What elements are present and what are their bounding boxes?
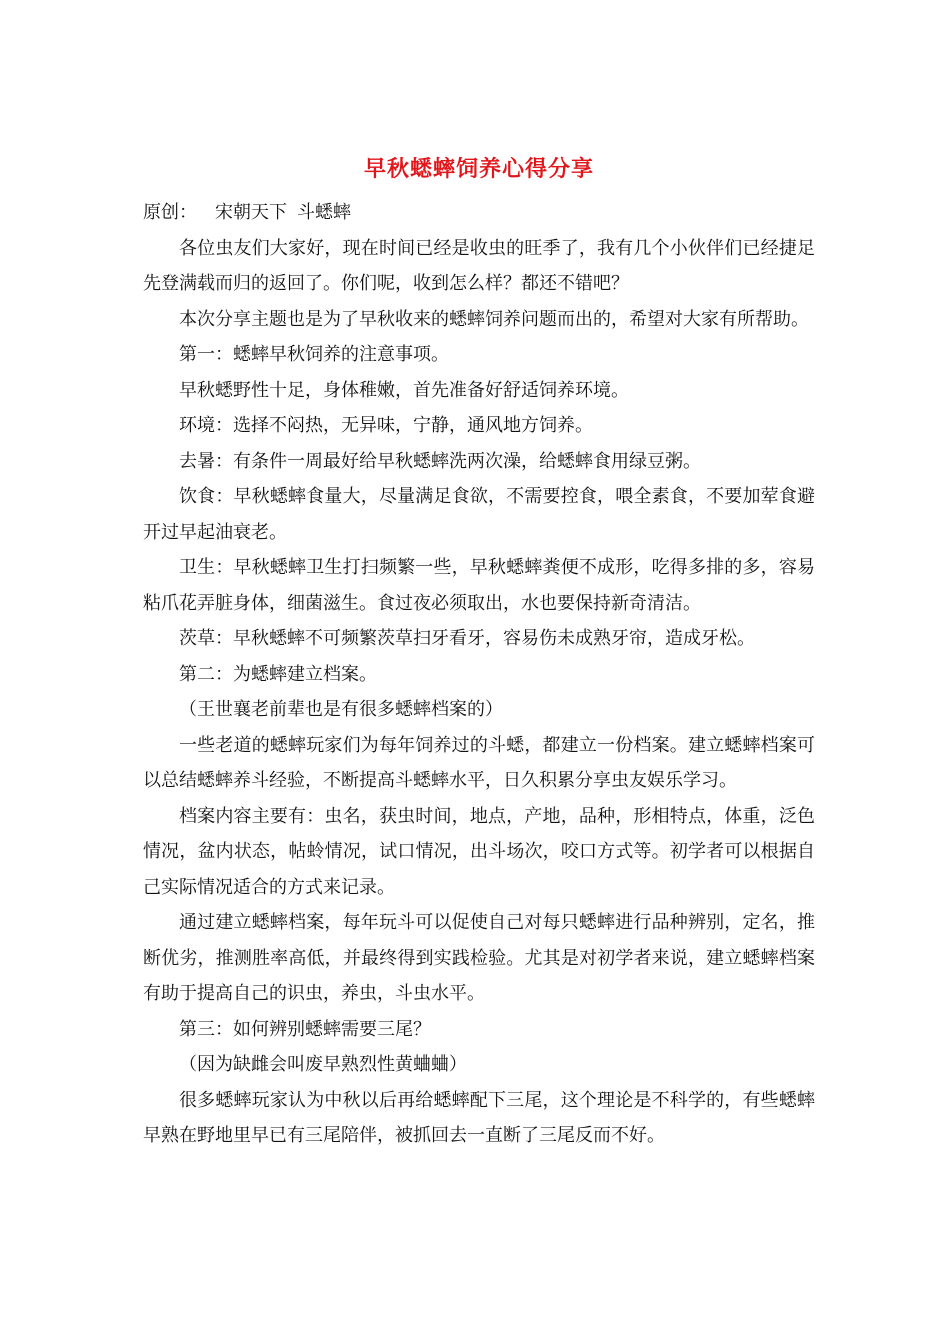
paragraph: 各位虫友们大家好，现在时间已经是收虫的旺季了，我有几个小伙伴们已经捷足先登满载而归的返回了。你们呢，收到怎么样？都还不错吧？: [143, 237, 815, 294]
document-title: 早秋蟋蟀饲养心得分享: [363, 156, 594, 182]
paragraph-note: （王世襄老前辈也是有很多蟋蟀档案的）: [179, 699, 503, 720]
paragraph: 一些老道的蟋蟀玩家们为每年饲养过的斗蟋，都建立一份档案。建立蟋蟀档案可以总结蟋蟀养斗经验，不断提高斗蟋蟀水平，日久积累分享虫友娱乐学习。: [143, 734, 815, 791]
paragraph: 通过建立蟋蟀档案，每年玩斗可以促使自己对每只蟋蟀进行品种辨别，定名，推断优劣，推测胜率高低，并最终得到实践检验。尤其是对初学者来说，建立蟋蟀档案有助于提高自己的识虫，养虫，斗虫水平。: [143, 912, 815, 1004]
paragraph: 很多蟋蟀玩家认为中秋以后再给蟋蟀配下三尾，这个理论是不科学的，有些蟋蟀早熟在野地里早已有三尾陪伴，被抓回去一直断了三尾反而不好。: [143, 1089, 815, 1146]
paragraph-note: （因为缺雌会叫废早熟烈性黄蛐蛐）: [179, 1054, 467, 1075]
paragraph: 卫生：早秋蟋蟀卫生打扫频繁一些，早秋蟋蟀粪便不成形，吃得多排的多，容易粘爪花弄脏身体，细菌滋生。食过夜必须取出，水也要保持新奇清洁。: [143, 557, 815, 614]
section-heading: 第二：为蟋蟀建立档案。: [179, 663, 377, 685]
document-content: [143, 147, 815, 1154]
author-label: 原创：: [143, 202, 197, 223]
paragraph: 档案内容主要有：虫名，获虫时间，地点，产地，品种，形相特点，体重，泛色情况，盆内状态，帖蛉情况，试口情况，出斗场次，咬口方式等。初学者可以根据自己实际情况适合的方式来记录。: [143, 805, 815, 898]
paragraph: 环境：选择不闷热，无异味，宁静，通风地方饲养。: [179, 415, 593, 436]
paragraph: 去暑：有条件一周最好给早秋蟋蟀洗两次澡，给蟋蟀食用绿豆粥。: [179, 450, 701, 472]
author-category: 斗蟋蟀: [297, 202, 351, 223]
paragraph: 茨草：早秋蟋蟀不可频繁茨草扫牙看牙，容易伤未成熟牙帘，造成牙松。: [179, 628, 755, 649]
paragraph: 饮食：早秋蟋蟀食量大，尽量满足食欲，不需要控食，喂全素食，不要加荤食避开过早起油衰老。: [143, 486, 815, 543]
author-line: [143, 195, 815, 231]
paragraph: 本次分享主题也是为了早秋收来的蟋蟀饲养问题而出的，希望对大家有所帮助。: [179, 308, 809, 330]
section-heading: 第一：蟋蟀早秋饲养的注意事项。: [179, 344, 449, 365]
author-name: 宋朝天下: [215, 202, 287, 223]
section-heading: 第三：如何辨别蟋蟀需要三尾？: [179, 1018, 431, 1040]
paragraph: 早秋蟋野性十足，身体稚嫩，首先准备好舒适饲养环境。: [179, 379, 629, 401]
